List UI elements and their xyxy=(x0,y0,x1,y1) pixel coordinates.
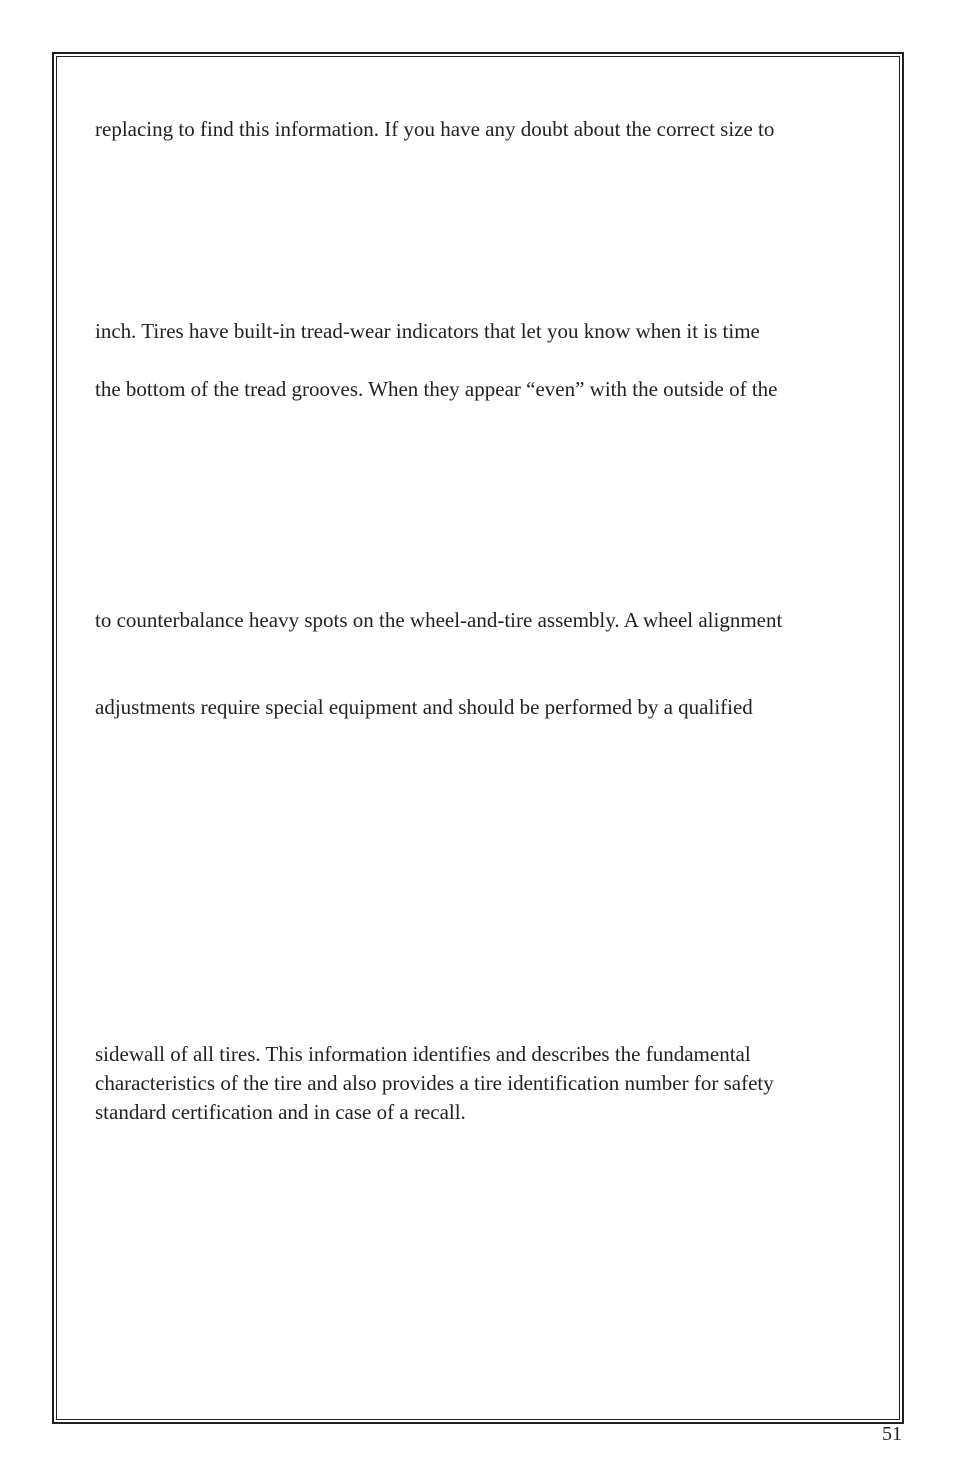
text-line-wheel-balance: to counterbalance heavy spots on the wheel-and-tire assembly. A wheel alignment xyxy=(95,608,783,632)
tire-sidewall-paragraph xyxy=(95,1040,895,1127)
text-line-alignment-adjustments: adjustments require special equipment and should be performed by a qualified xyxy=(95,695,753,719)
text-line-tire-size: replacing to find this information. If you have any doubt about the correct size to xyxy=(95,117,775,141)
text-line-tread-wear-indicators: inch. Tires have built-in tread-wear indicators that let you know when it is time xyxy=(95,319,760,343)
paragraph-line: characteristics of the tire and also provides a tire identification number for safety xyxy=(95,1071,774,1095)
paragraph-line: sidewall of all tires. This information identifies and describes the fundamental xyxy=(95,1042,751,1066)
paragraph-line: standard certification and in case of a recall. xyxy=(95,1100,466,1124)
text-line-tread-grooves: the bottom of the tread grooves. When they appear “even” with the outside of the xyxy=(95,377,778,401)
page-number: 51 xyxy=(882,1423,902,1445)
page-border-inner xyxy=(56,56,900,1420)
